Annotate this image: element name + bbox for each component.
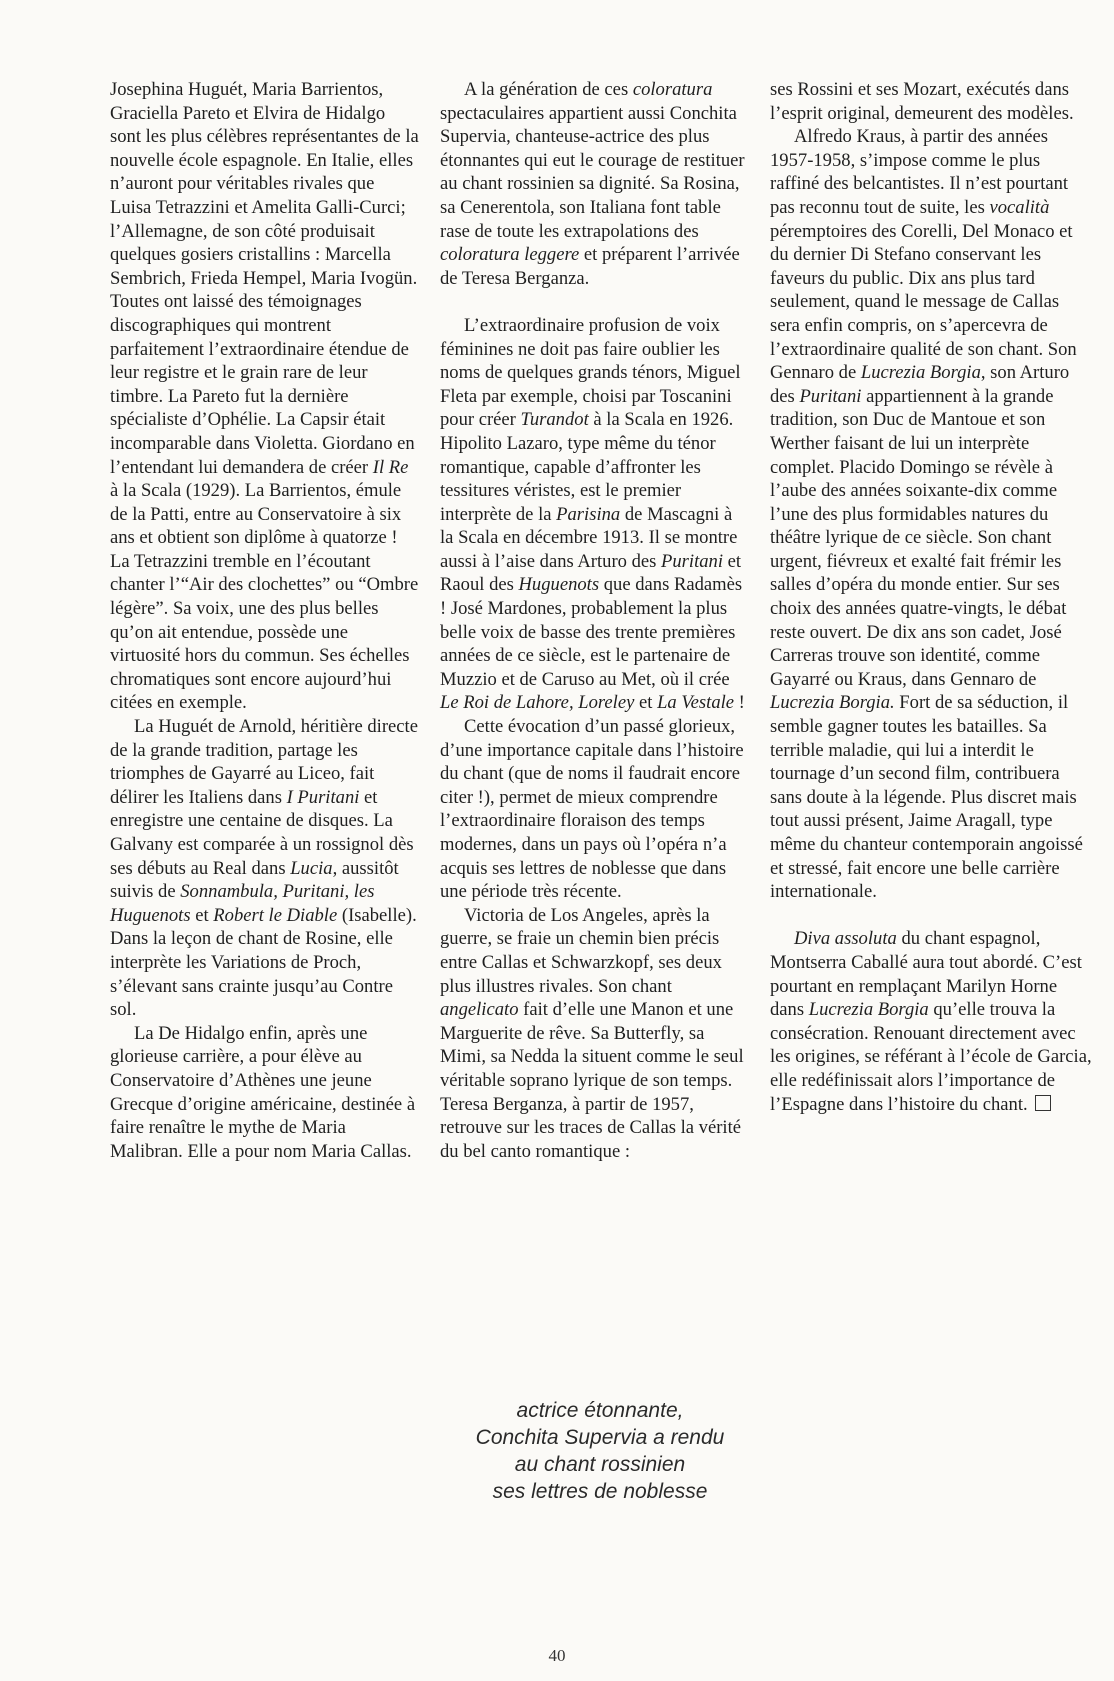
- paragraph: Alfredo Kraus, à partir des années 1957-1958, s’impose comme le plus raffiné des belcantistes. Il n’est pourtant pas reconnu tout de suite, les vocalità péremptoires des Corelli, Del Monaco et du dernier Di Stefano conservant les faveurs du public. Dix ans plus tard seulement, quand le message de Callas sera enfin compris, on s’apercevra de l’extraordinaire qualité de son chant. Son Gennaro de Lucrezia Borgia, son Arturo des Puritani appartiennent à la grande tradition, son Duc de Mantoue et son Werther faisant de lui un interprète complet. Placido Domingo se révèle à l’aube des années soixante-dix comme l’une des plus formidables natures du théâtre lyrique de ce siècle. Son chant urgent, fiévreux et exalté fait frémir les salles d’opéra du monde entier. Sur ses choix des années quatre-vingts, le débat reste ouvert. De dix ans son cadet, José Carreras trouve son identité, comme Gayarré ou Kraus, dans Gennaro de Lucrezia Borgia. Fort de sa séduction, il semble gagner toutes les batailles. Sa terrible maladie, qui lui a interdit le tournage d’un second film, contribuera sans doute à la légende. Plus discret mais tout aussi présent, Jaime Aragall, type même du chanteur contemporain angoissé et stressé, fait encore une belle carrière internationale.: [770, 126, 1083, 903]
- paragraph: Cette évocation d’un passé glorieux, d’une importance capitale dans l’histoire du chant (que de noms il faudrait encore citer !), permet de mieux comprendre l’extraordinaire floraison des temps modernes, dans un pays où l’opéra n’a acquis ses lettres de noblesse que dans une période très récente.: [440, 716, 744, 903]
- paragraph: L’extraordinaire profusion de voix féminines ne doit pas faire oublier les noms de quelques grands ténors, Miguel Fleta par exemple, choisi par Toscanini pour créer Turandot à la Scala en 1926. Hipolito Lazaro, type même du ténor romantique, capable d’affronter les tessitures véristes, est le premier interprète de la Parisina de Mascagni à la Scala en décembre 1913. Il se montre aussi à l’aise dans Arturo des Puritani et Raoul des Huguenots que dans Radamès ! José Mardones, probablement la plus belle voix de basse des trente premières années de ce siècle, est le partenaire de Muzzio et de Caruso au Met, où il crée Le Roi de Lahore, Loreley et La Vestale !: [440, 314, 745, 714]
- text-column-3: [770, 78, 1092, 1116]
- caption-line: ses lettres de noblesse: [492, 1480, 708, 1503]
- paragraph: Josephina Huguét, Maria Barrientos, Graciella Pareto et Elvira de Hidalgo sont les plus célèbres représentantes de la nouvelle école espagnole. En Italie, elles n’auront pour véritables rivales que Luisa Tetrazzini et Amelita Galli-Curci; l’Allemagne, de son côté produisait quelques gosiers cristallins : Marcella Sembrich, Frieda Hempel, Maria Ivogün. Toutes ont laissé des témoignages discographiques qui montrent parfaitement l’extraordinaire étendue de leur registre et le grain rare de leur timbre. La Pareto fut la dernière spécialiste d’Ophélie. La Capsir était incomparable dans Violetta. Giordano en l’entendant lui demandera de créer Il Re à la Scala (1929). La Barrientos, émule de la Patti, entre au Conservatoire à six ans et obtient son diplôme à quatorze ! La Tetrazzini tremble en l’écoutant chanter l’“Air des clochettes” ou “Ombre légère”. Sa voix, une des plus belles qu’on ait entendue, possède une virtuosité hors du commun. Ses échelles chromatiques sont encore aujourd’hui citées en exemple.: [110, 79, 419, 714]
- paragraph: La Huguét de Arnold, héritière directe de la grande tradition, partage les triomphes de Gayarré au Liceo, fait délirer les Italiens dans I Puritani et enregistre une centaine de disques. La Galvany est comparée à un rossignol dès ses débuts au Real dans Lucia, aussitôt suivis de Sonnambula, Puritani, les Huguenots et Robert le Diable (Isabelle). Dans la leçon de chant de Rosine, elle interprète les Variations de Proch, s’élevant sans crainte jusqu’au Contre sol.: [110, 716, 418, 1021]
- text-column-1: [110, 78, 420, 1163]
- pull-quote-caption: [380, 1397, 820, 1505]
- paragraph: A la génération de ces coloratura spectaculaires appartient aussi Conchita Supervia, chanteuse-actrice des plus étonnantes qui eut le courage de restituer au chant rossinien sa dignité. Sa Rosina, sa Cenerentola, son Italiana font table rase de toute les extrapolations des coloratura leggere et préparent l’arrivée de Teresa Berganza.: [440, 79, 745, 289]
- paragraph: Diva assoluta du chant espagnol, Montserra Caballé aura tout abordé. C’est pourtant en remplaçant Marilyn Horne dans Lucrezia Borgia qu’elle trouva la consécration. Renouant directement avec les origines, se référant à l’école de Garcia, elle redéfinissait alors l’importance de l’Espagne dans l’histoire du chant.: [770, 928, 1092, 1115]
- caption-line: au chant rossinien: [514, 1453, 686, 1476]
- paragraph: Victoria de Los Angeles, après la guerre, se fraie un chemin bien précis entre Callas et Schwarzkopf, ses deux plus illustres rivales. Son chant angelicato fait d’elle une Manon et une Marguerite de rêve. Sa Butterfly, sa Mimi, sa Nedda la situent comme le seul véritable soprano lyrique de son temps. Teresa Berganza, à partir de 1957, retrouve sur les traces de Callas la vérité du bel canto romantique :: [440, 904, 744, 1162]
- page-number: 40: [548, 1646, 566, 1665]
- caption-line: actrice étonnante,: [516, 1399, 684, 1422]
- text-column-2: [440, 78, 750, 1163]
- paragraph: ses Rossini et ses Mozart, exécutés dans l’esprit original, demeurent des modèles.: [770, 79, 1074, 124]
- caption-line: Conchita Supervia a rendu: [475, 1426, 725, 1449]
- paragraph: La De Hidalgo enfin, après une glorieuse carrière, a pour élève au Conservatoire d’Athènes une jeune Grecque d’origine américaine, destinée à faire renaître le mythe de Maria Malibran. Elle a pour nom Maria Callas.: [110, 1022, 416, 1162]
